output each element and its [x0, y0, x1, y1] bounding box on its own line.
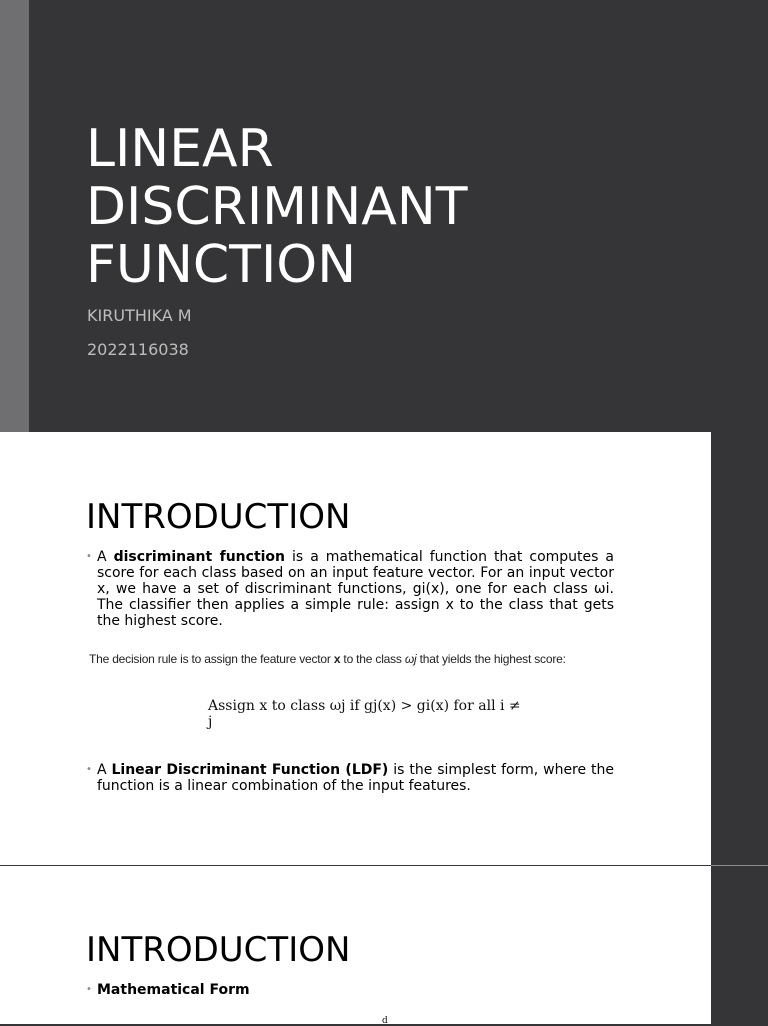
bullet-icon: • [86, 551, 92, 562]
accent-bar [0, 0, 29, 432]
student-id: 2022116038 [87, 340, 189, 359]
bold-term: discriminant function [113, 549, 286, 565]
bullet-icon: • [86, 764, 92, 775]
slide-separator [711, 865, 768, 866]
bullet-text: A Linear Discriminant Function (LDF) is the simplest form, where the function is a linear combination of the input features. [97, 762, 615, 794]
bullet-text [97, 982, 614, 998]
bullet-ldf [86, 762, 614, 794]
title-line-2: DISCRIMINANT [86, 177, 468, 237]
bullet-text: A discriminant function is a mathematical function that computes a score for each class based on an input feature vector. For an input vector x, we have a set of discriminant functions, gi(x), one for each class ωi. The classifier then applies a simple rule: assign x to the class that gets the highest score. [97, 549, 615, 629]
title-line-3: FUNCTION [86, 235, 357, 295]
bullet-mathematical-form [86, 982, 614, 998]
title-line-1: LINEAR [86, 119, 274, 179]
right-margin-strip [711, 432, 768, 1024]
title-slide [0, 0, 768, 432]
slide-heading: INTRODUCTION [86, 930, 351, 970]
slide-heading: INTRODUCTION [86, 497, 351, 537]
summation-upper-limit: d [382, 1016, 388, 1026]
bullet-icon: • [86, 984, 92, 995]
decision-formula: Assign x to class ωj if gj(x) > gi(x) for all i ≠ j [208, 698, 521, 730]
bold-term: Mathematical Form [97, 982, 250, 998]
author-name: KIRUTHIKA M [87, 306, 192, 325]
introduction-slide [0, 432, 711, 865]
bold-term: Linear Discriminant Function (LDF) [111, 762, 389, 778]
bullet-discriminant-function [86, 549, 614, 629]
math-form-slide [0, 866, 711, 1024]
slide-title [86, 120, 686, 294]
decision-rule-text: The decision rule is to assign the feature vector x to the class ωj that yields the highest score: [89, 652, 566, 666]
